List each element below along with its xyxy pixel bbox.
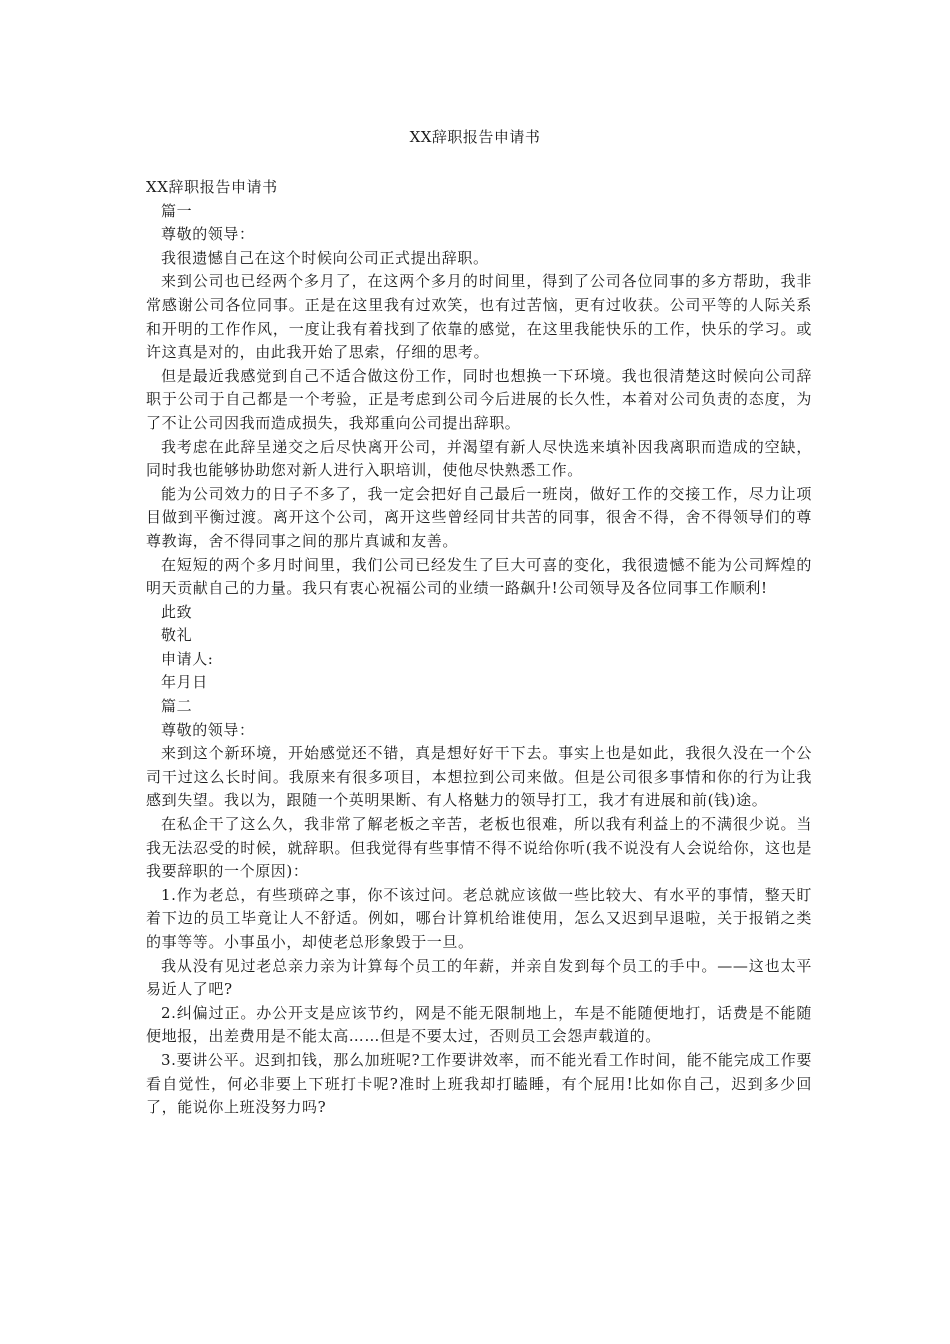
- list-item: 1.作为老总，有些琐碎之事，你不该过问。老总就应该做一些比较大、有水平的事情，整天盯着下边的员工毕竟让人不舒适。例如，哪台计算机给谁使用，怎么又迟到早退啦，关于报销之类的事等等。小事虽小，却使老总形象毁于一旦。: [146, 885, 812, 951]
- section-heading-1: 篇一: [161, 201, 193, 220]
- salutation: 尊敬的领导：: [161, 225, 255, 244]
- paragraph: 我很遗憾自己在这个时候向公司正式提出辞职。: [161, 248, 489, 267]
- closing-line: 此致: [161, 602, 193, 621]
- date-line: 年月日: [161, 673, 208, 692]
- document-body: [146, 176, 812, 1120]
- list-item: 2.纠偏过正。办公开支是应该节约，网是不能无限制地上，车是不能随便地打，话费是不能随便地报，出差费用是不能太高……但是不要太过，否则员工会怨声载道的。: [146, 1003, 812, 1046]
- paragraph: 我从没有见过老总亲力亲为计算每个员工的年薪，并亲自发到每个员工的手中。——这也太平易近人了吧?: [146, 956, 812, 999]
- salutation: 尊敬的领导：: [161, 720, 255, 739]
- document-title: XX辞职报告申请书: [409, 128, 541, 146]
- paragraph: 但是最近我感觉到自己不适合做这份工作，同时也想换一下环境。我也很清楚这时候向公司辞职于公司于自己都是一个考验，正是考虑到公司今后进展的长久性，本着对公司负责的态度，为了不让公司因我而造成损失，我郑重向公司提出辞职。: [146, 366, 812, 432]
- applicant-line: 申请人:: [161, 649, 214, 668]
- paragraph: 在私企干了这么久，我非常了解老板之辛苦，老板也很难，所以我有利益上的不满很少说。当我无法忍受的时候，就辞职。但我觉得有些事情不得不说给你听(我不说没有人会说给你，这也是我要辞职的一个原因)：: [146, 815, 812, 881]
- list-item: 3.要讲公平。迟到扣钱，那么加班呢?工作要讲效率，而不能光看工作时间，能不能完成工作要看自觉性，何必非要上下班打卡呢?准时上班我却打瞌睡，有个屁用!比如你自己，迟到多少回了，能说你上班没努力吗?: [146, 1050, 812, 1117]
- paragraph: 来到这个新环境，开始感觉还不错，真是想好好干下去。事实上也是如此，我很久没在一个公司干过这么长时间。我原来有很多项目，本想拉到公司来做。但是公司很多事情和你的行为让我感到失望。我以为，跟随一个英明果断、有人格魅力的领导打工，我才有进展和前(钱)途。: [146, 744, 812, 810]
- paragraph: 我考虑在此辞呈递交之后尽快离开公司，并渴望有新人尽快选来填补因我离职而造成的空缺，同时我也能够协助您对新人进行入职培训，使他尽快熟悉工作。: [146, 437, 812, 480]
- document-subtitle: XX辞职报告申请书: [146, 178, 278, 196]
- paragraph: 能为公司效力的日子不多了，我一定会把好自己最后一班岗，做好工作的交接工作，尽力让项目做到平衡过渡。离开这个公司，离开这些曾经同甘共苦的同事，很舍不得，舍不得领导们的尊尊教诲，舍不得同事之间的那片真诚和友善。: [146, 484, 812, 550]
- paragraph: 来到公司也已经两个多月了，在这两个多月的时间里，得到了公司各位同事的多方帮助，我非常感谢公司各位同事。正是在这里我有过欢笑，也有过苦恼，更有过收获。公司平等的人际关系和开明的工作作风，一度让我有着找到了依靠的感觉，在这里我能快乐的工作，快乐的学习。或许这真是对的，由此我开始了思索，仔细的思考。: [146, 272, 812, 362]
- paragraph: 在短短的两个多月时间里，我们公司已经发生了巨大可喜的变化，我很遗憾不能为公司辉煌的明天贡献自己的力量。我只有衷心祝福公司的业绩一路飙升!公司领导及各位同事工作顺利!: [146, 555, 812, 598]
- closing-line: 敬礼: [161, 626, 193, 645]
- section-heading-2: 篇二: [161, 697, 193, 716]
